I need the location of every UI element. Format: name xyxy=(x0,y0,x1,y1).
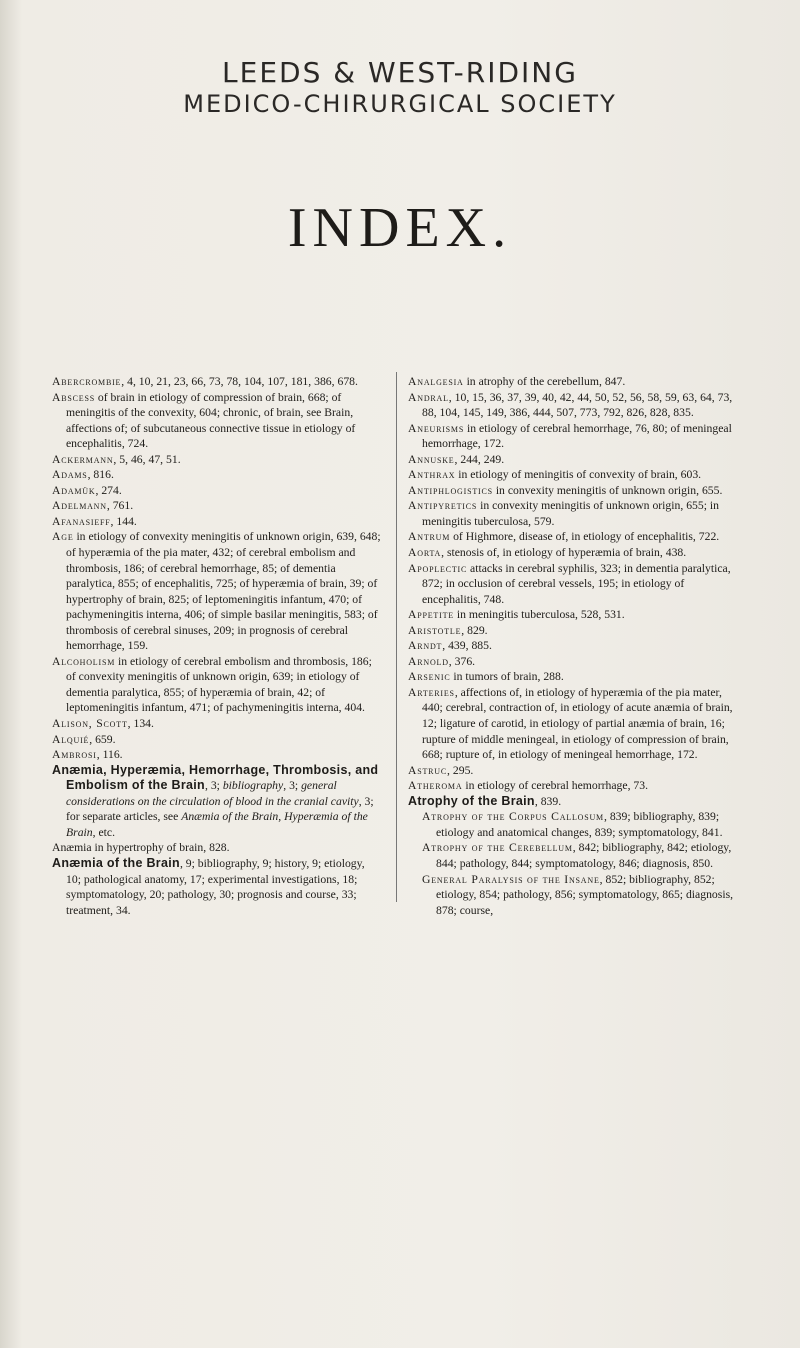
entry-heading: Adams xyxy=(52,468,88,482)
entry-text: of Highmore, disease of, in etiology of encephalitis, 722. xyxy=(450,530,720,544)
entry-text: , 3; for separate articles, see xyxy=(66,794,374,824)
entry-text: , 659. xyxy=(89,732,116,746)
entry-heading: Aorta xyxy=(408,546,442,560)
entry-text: , 134. xyxy=(127,717,154,731)
index-entry-anaemia-brain xyxy=(52,856,382,918)
entry-text: , etc. xyxy=(92,825,116,839)
entry-text: , 816. xyxy=(87,468,114,482)
entry-heading: Ackermann xyxy=(52,452,114,466)
entry-text: , 295. xyxy=(447,763,474,777)
entry-text: in meningitis tuberculosa, 528, 531. xyxy=(453,608,625,622)
index-column-right xyxy=(408,374,738,918)
index-entry xyxy=(52,483,382,499)
index-entry xyxy=(52,529,382,653)
index-entry xyxy=(408,467,738,483)
index-entry xyxy=(408,669,738,685)
entry-text: , 144. xyxy=(110,514,137,528)
entry-text: in etiology of cerebral hemorrhage, 76, 80; of meningeal hemorrhage, 172. xyxy=(422,421,732,451)
entry-text: , 439, 885. xyxy=(442,639,492,653)
index-entry-anaemia-general xyxy=(52,763,382,841)
entry-text: of brain in etiology of compression of brain, 668; of meningitis of the convexity, 604; chronic, of brain, see Brain, affections of; of subcutaneous connective tissue in etiology of encephalitis, 724. xyxy=(66,390,356,451)
entry-heading: Antipyretics xyxy=(408,499,478,513)
entry-text-italic: Anæmia of the Brain, Hyperæmia of the Brain xyxy=(66,810,368,839)
entry-heading: Atheroma xyxy=(408,779,463,793)
index-entry xyxy=(52,390,382,452)
entry-heading: Ambrosi xyxy=(52,748,97,762)
library-stamp-line1: LEEDS & WEST-RIDING xyxy=(222,56,578,89)
index-entry xyxy=(408,763,738,779)
entry-heading: Adamük xyxy=(52,483,96,497)
index-entry xyxy=(408,545,738,561)
index-entry xyxy=(408,529,738,545)
index-entry xyxy=(52,514,382,530)
index-entry xyxy=(408,561,738,608)
entry-heading: Alquié xyxy=(52,732,90,746)
entry-heading: Antiphlogistics xyxy=(408,483,493,497)
entry-heading: Anthrax xyxy=(408,468,456,482)
entry-text: in atrophy of the cerebellum, 847. xyxy=(463,375,626,388)
entry-text-italic: general considerations on the circulation of blood in the cranial cavity xyxy=(66,779,359,808)
left-entries xyxy=(52,374,382,763)
entry-heading: Appetite xyxy=(408,608,454,622)
entry-text: , 3; xyxy=(204,779,223,793)
entry-text: , 829. xyxy=(461,623,488,637)
entry-heading: General Paralysis of the Insane xyxy=(422,872,600,886)
index-entry xyxy=(408,483,738,499)
entry-heading: Astruc xyxy=(408,763,448,777)
column-divider xyxy=(396,372,397,902)
index-column-left xyxy=(52,374,382,918)
page-title: INDEX. xyxy=(287,197,513,259)
entry-heading: Atrophy of the Cerebellum xyxy=(422,841,573,855)
entry-heading: Analgesia xyxy=(408,375,464,388)
index-entry xyxy=(408,421,738,452)
entry-text: , affections of, in etiology of hyperæmia of the pia mater, 440; cerebral, contraction of, in etiology of acute anæmia of brain, 12; ligature of carotid, in etiology of partial anæmia of brain, 16; rupture of middle meningeal, in etiology of compression of brain, 668; rupture of, in etiology of meningeal hemorrhage, 172. xyxy=(422,685,733,762)
entry-text: in etiology of convexity meningitis of unknown origin, 639, 648; of hyperæmia of the pia mater, 432; of cerebral embolism and thrombosis, 186; of cerebral hemorrhage, 85; of dementia paralytica, 855; of encephalitis, 725; of hyperæmia of brain, 39; of hypertrophy of brain, 825; of leptomeningitis infantum, 470; of pachymeningitis interna, 406; of simple basilar meningitis, 583; of thrombosis of cerebral sinuses, 209; in prognosis of cerebral hemorrhage, 159. xyxy=(66,530,381,653)
index-entry-atrophy-brain xyxy=(408,794,738,810)
index-entry xyxy=(408,654,738,670)
entry-heading: Arteries xyxy=(408,685,455,699)
entry-text: in etiology of cerebral embolism and thrombosis, 186; of convexity meningitis of unknown origin, 639; in etiology of dementia paralytica, 855; of hyperæmia of brain, 42; of leptomeningitis infantum, 471; of pachymeningitis interna, 404. xyxy=(66,654,372,715)
entry-text: , 116. xyxy=(96,748,123,762)
entry-heading: Anæmia of the Brain xyxy=(52,855,180,870)
library-stamp-line2: MEDICO-CHIRURGICAL SOCIETY xyxy=(183,90,617,118)
entry-text: , 376. xyxy=(448,654,476,668)
entry-heading: Aristotle xyxy=(408,623,462,637)
index-entry xyxy=(408,452,738,468)
entry-heading: Atrophy of the Corpus Callosum xyxy=(422,810,604,824)
entry-heading: Abercrombie xyxy=(52,375,122,388)
entry-text: , 4, 10, 21, 23, 66, 73, 78, 104, 107, 181, 386, 678. xyxy=(121,375,358,388)
entry-text-italic: bibliography xyxy=(222,779,284,793)
entry-heading: Anæmia, Hyperæmia, Hemorrhage, Thrombosis, and Embolism of the Brain xyxy=(52,762,379,793)
index-entry xyxy=(52,716,382,732)
index-entry xyxy=(408,374,738,390)
index-subentry-corpus-callosum xyxy=(408,809,738,840)
entry-heading: Alcoholism xyxy=(52,654,116,668)
index-entry xyxy=(52,654,382,716)
entry-heading: Antrum xyxy=(408,530,451,544)
index-entry xyxy=(408,498,738,529)
entry-heading: Apoplectic xyxy=(408,561,468,575)
entry-text: , 244, 249. xyxy=(454,452,505,466)
entry-text: in etiology of cerebral hemorrhage, 73. xyxy=(462,779,649,793)
entry-heading: Aneurisms xyxy=(408,421,465,435)
entry-text: , 842; bibliography, 842; etiology, 844; pathology, 844; symptomatology, 846; diagnosis, 850. xyxy=(436,841,732,870)
index-entry xyxy=(52,374,382,390)
entry-text: in convexity meningitis of unknown origin, 655. xyxy=(492,483,723,497)
index-entry xyxy=(408,778,738,794)
entry-text: , 5, 46, 47, 51. xyxy=(113,452,181,466)
index-entry xyxy=(408,390,738,421)
entry-heading: Age xyxy=(52,530,74,544)
index-entry xyxy=(52,452,382,468)
index-entry xyxy=(52,498,382,514)
entry-heading: Andral xyxy=(408,390,449,404)
entry-text: attacks in cerebral syphilis, 323; in dementia paralytica, 872; in occlusion of cerebral vessels, 195; in etiology of encephalitis, 748. xyxy=(422,561,731,606)
entry-heading: Annuske xyxy=(408,452,455,466)
entry-text: , 852; bibliography, 852; etiology, 854; pathology, 856; symptomatology, 865; diagnosis, 878; course, xyxy=(436,872,734,917)
entry-text: , 274. xyxy=(95,483,122,497)
index-entry xyxy=(52,467,382,483)
entry-heading: Abscess xyxy=(52,390,95,404)
entry-heading: Atrophy of the Brain xyxy=(408,793,535,808)
entry-text: , 9; bibliography, 9; history, 9; etiology, 10; pathological anatomy, 17; experimental investigations, 18; symptomatology, 20; pathology, 30; prognosis and course, 33; treatment, 34. xyxy=(66,856,365,917)
entry-heading: Arnold xyxy=(408,654,449,668)
entry-heading: Afanasieff xyxy=(52,514,111,528)
entry-text: in etiology of meningitis of convexity of brain, 603. xyxy=(455,468,702,482)
entry-text: in convexity meningitis of unknown origin, 655; in meningitis tuberculosa, 579. xyxy=(422,499,720,528)
index-entry xyxy=(52,732,382,748)
entry-text: , 839; bibliography, 839; etiology and anatomical changes, 839; symptomatology, 841. xyxy=(436,810,723,839)
index-entry xyxy=(408,638,738,654)
entry-text: , stenosis of, in etiology of hyperæmia of brain, 438. xyxy=(441,546,687,560)
index-entry xyxy=(408,623,738,639)
entry-heading: Adelmann xyxy=(52,499,107,513)
index-entry-anaemia-hypertrophy: Anæmia in hypertrophy of brain, 828. xyxy=(52,841,230,855)
entry-text: , 839. xyxy=(534,794,562,808)
entry-heading: Arsenic xyxy=(408,670,451,684)
index-entry xyxy=(52,747,382,763)
entry-text: , 10, 15, 36, 37, 39, 40, 42, 44, 50, 52, 56, 58, 59, 63, 64, 73, 88, 104, 145, 149, 386, 444, 507, 773, 792, 826, 828, 835. xyxy=(422,390,733,420)
entry-heading: Alison, Scott xyxy=(52,717,128,731)
index-entry xyxy=(408,607,738,623)
index-subentry-cerebellum xyxy=(408,840,738,871)
entry-heading: Arndt xyxy=(408,639,443,653)
index-subentry-general-paralysis xyxy=(408,872,738,919)
right-entries xyxy=(408,374,738,794)
entry-text: in tumors of brain, 288. xyxy=(450,670,564,684)
index-entry xyxy=(408,685,738,763)
entry-text: , 3; xyxy=(283,779,302,793)
entry-text: , 761. xyxy=(106,499,134,513)
